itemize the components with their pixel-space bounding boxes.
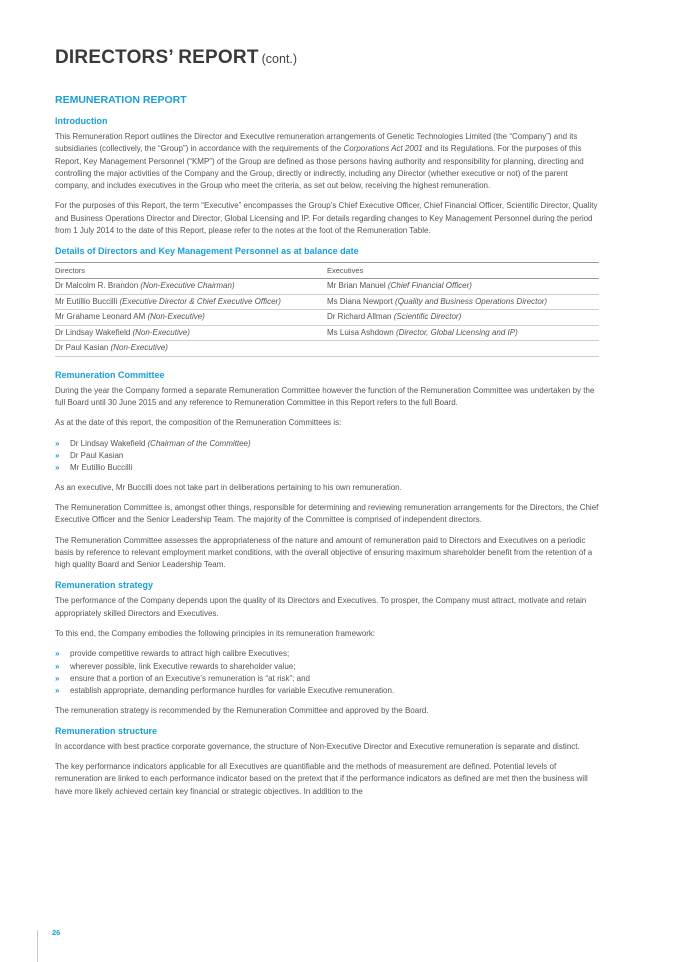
list-item (55, 673, 599, 685)
executive-cell (327, 279, 599, 295)
director-cell (55, 325, 327, 341)
principle-text: establish appropriate, demanding performance hurdles for variable Executive remuneration. (70, 686, 395, 696)
executive-role: (Chief Financial Officer) (387, 281, 472, 291)
list-item (55, 648, 599, 660)
committee-paragraph-2: As at the date of this report, the composition of the Remuneration Committees is: (55, 418, 342, 428)
bullet-icon: » (55, 661, 60, 671)
introduction-paragraph-1 (55, 131, 599, 192)
structure-paragraph-1: In accordance with best practice corporate governance, the structure of Non-Executive Director and Executive remuneration is separate and distinct. (55, 741, 580, 751)
executive-role: (Quality and Business Operations Director) (395, 296, 548, 306)
text-run: and its Regulations. For the purposes of this Report, Key Management Personnel (“KMP”) of the Group are defined as those persons having authority and responsibility for planning, directing and controlling the major activities of the Company and the Group, directly or indirectly, including any Director (whether executive or not) of the parent company, and includes executives in the Group who meet the criteria, as set out below, receiving the highest remuneration. (55, 144, 584, 191)
bullet-icon: » (55, 463, 60, 473)
member-name: Dr Lindsay Wakefield (70, 438, 148, 448)
strategy-paragraph-3: The remuneration strategy is recommended by the Remuneration Committee and approved by the Board. (55, 705, 429, 715)
director-role: (Non-Executive) (147, 312, 205, 322)
director-name: Dr Lindsay Wakefield (55, 327, 133, 337)
text-run: This Remuneration Report outlines the Director and Executive remuneration arrangements of Genetic Technologies Limited (the “Company”) and its subsidiaries (collectively, the “Group”) in accordance with the requirements of the (55, 132, 578, 154)
introduction-heading: Introduction (55, 116, 108, 126)
principle-text: wherever possible, link Executive rewards to shareholder value; (70, 661, 296, 671)
table-row (55, 294, 599, 310)
bullet-icon: » (55, 686, 60, 696)
kmp-table (55, 262, 599, 357)
bullet-icon: » (55, 451, 60, 461)
strategy-principles-list (55, 648, 599, 697)
list-item (55, 661, 599, 673)
director-name: Mr Grahame Leonard AM (55, 312, 148, 322)
act-reference: Corporations Act 2001 (343, 144, 423, 154)
list-item (55, 450, 599, 462)
executive-cell (327, 341, 599, 357)
list-item (55, 438, 599, 450)
structure-paragraph-2: The key performance indicators applicable for all Executives are quantifiable and the methods of measurement are defined. Potential levels of remuneration are linked to each performance indicator based on the pretext that if the performance indicators as defined are met then the business will have more likely achieved certain key financial or strategic objectives. In addition to the (55, 762, 588, 796)
kmp-table-heading: Details of Directors and Key Management Personnel as at balance date (55, 246, 359, 257)
table-row (55, 341, 599, 357)
committee-paragraph-3: As an executive, Mr Buccilli does not take part in deliberations pertaining to his own remuneration. (55, 482, 402, 492)
table-row (55, 325, 599, 341)
list-item (55, 462, 599, 474)
director-cell (55, 279, 327, 295)
table-row (55, 310, 599, 326)
director-name: Dr Paul Kasian (55, 343, 111, 353)
member-role: (Chairman of the Committee) (147, 438, 251, 448)
committee-paragraph-4: The Remuneration Committee is, amongst other things, responsible for determining and reviewing remuneration arrangements for the Directors, the Chief Executive Officer and the Senior Leadership Team. The majority of the Committee is comprised of independent directors. (55, 502, 599, 525)
principle-text: provide competitive rewards to attract high calibre Executives; (70, 649, 290, 659)
strategy-paragraph-2: To this end, the Company embodies the following principles in its remuneration framework: (55, 629, 376, 639)
page-number: 26 (52, 928, 61, 937)
director-cell (55, 341, 327, 357)
bullet-icon: » (55, 673, 60, 683)
report-body (55, 93, 599, 806)
executive-name: Ms Luisa Ashdown (327, 327, 396, 337)
page-title-cont: (cont.) (261, 52, 298, 66)
column-header-executives: Executives (327, 263, 599, 279)
executive-cell (327, 310, 599, 326)
table-row (55, 279, 599, 295)
kmp-table-header-row (55, 263, 599, 279)
remuneration-committee-heading: Remuneration Committee (55, 369, 165, 380)
director-cell (55, 310, 327, 326)
column-header-directors: Directors (55, 263, 327, 279)
committee-paragraph-1: During the year the Company formed a separate Remuneration Committee however the function of the Remuneration Committee was undertaken by the full Board until 30 June 2015 and any reference to Remuneration Committee in this Report refers to the full Board. (55, 385, 595, 408)
page-title-text: DIRECTORS’ REPORT (55, 47, 259, 68)
principle-text: ensure that a portion of an Executive’s remuneration is “at risk”; and (70, 673, 310, 683)
list-item (55, 685, 599, 697)
executive-name: Dr Richard Allman (327, 312, 394, 322)
remuneration-report-heading: REMUNERATION REPORT (55, 94, 187, 106)
introduction-paragraph-2: For the purposes of this Report, the term “Executive” encompasses the Group’s Chief Executive Officer, Chief Financial Officer, Scientific Director, Quality and Business Operations Director and Director, Global Licensing and IP. For details regarding changes to Key Management Personnel during the period from 1 July 2014 to the date of this Report, please refer to the notes at the foot of the Remuneration Table. (55, 201, 598, 236)
bullet-icon: » (55, 649, 60, 659)
footer-rule (37, 930, 38, 962)
director-role: (Non-Executive Chairman) (140, 281, 235, 291)
member-name: Dr Paul Kasian (70, 451, 124, 461)
executive-cell (327, 294, 599, 310)
executive-name: Mr Brian Manuel (327, 281, 388, 291)
executive-cell (327, 325, 599, 341)
executive-role: (Director, Global Licensing and IP) (395, 327, 518, 337)
director-cell (55, 294, 327, 310)
bullet-icon: » (55, 438, 60, 448)
director-role: (Executive Director & Chief Executive Officer) (119, 296, 281, 306)
remuneration-strategy-heading: Remuneration strategy (55, 580, 154, 591)
executive-name: Ms Diana Newport (327, 296, 396, 306)
member-name: Mr Eutillio Buccilli (70, 463, 133, 473)
strategy-paragraph-1: The performance of the Company depends upon the quality of its Directors and Executives. To prosper, the Company must attract, motivate and retain appropriately skilled Directors and Executives. (55, 596, 587, 618)
director-role: (Non-Executive) (110, 343, 168, 353)
remuneration-structure-heading: Remuneration structure (55, 725, 158, 736)
director-role: (Non-Executive) (132, 327, 190, 337)
committee-paragraph-5: The Remuneration Committee assesses the appropriateness of the nature and amount of remuneration paid to Directors and Executives on a periodic basis by reference to relevant employment market conditions, with the overall objective of ensuring maximum shareholder benefit from the retention of a high quality Board and Senior Leadership Team. (55, 535, 593, 570)
committee-members-list (55, 438, 599, 475)
page-title (55, 47, 297, 69)
director-name: Dr Malcolm R. Brandon (55, 281, 141, 291)
director-name: Mr Eutillio Buccilli (55, 296, 120, 306)
executive-role: (Scientific Director) (393, 312, 462, 322)
